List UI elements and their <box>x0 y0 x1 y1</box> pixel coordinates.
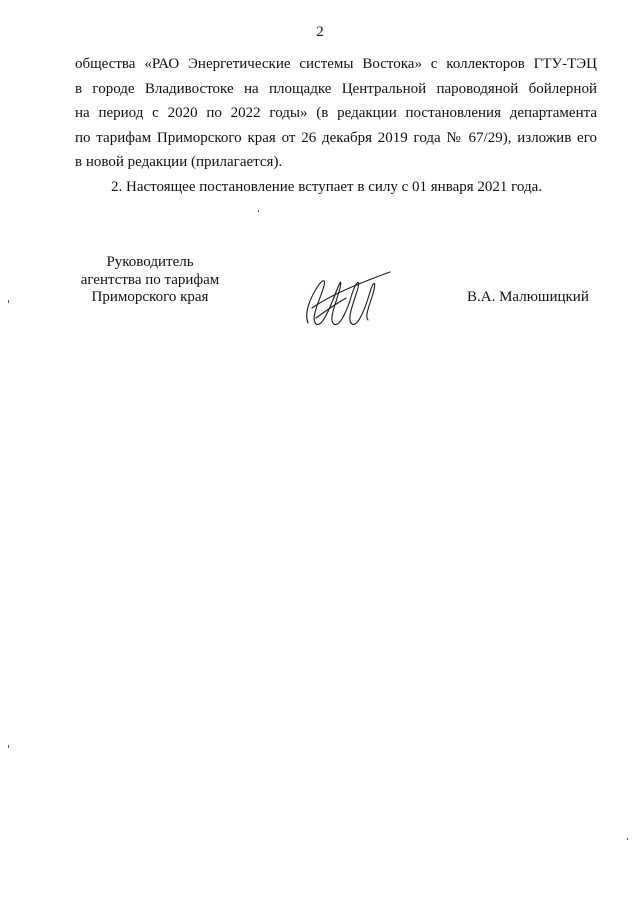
document-body <box>75 52 597 199</box>
text-line: по тарифам Приморского края от 26 декабря 2019 года № 67/29), изложив его <box>75 129 597 146</box>
paragraph-item-2: 2. Настоящее постановление вступает в силу с 01 января 2021 года. <box>111 178 543 195</box>
position-line: агентства по тарифам <box>80 271 220 288</box>
page-number: 2 <box>316 24 324 40</box>
signatory-position <box>60 254 240 307</box>
scan-artifact <box>8 300 9 303</box>
scan-artifact <box>258 210 259 212</box>
scan-artifact <box>8 745 9 748</box>
handwritten-signature <box>296 268 396 330</box>
paragraph-continuation <box>75 52 597 175</box>
text-line: на период с 2020 по 2022 годы» (в редакции постановления департамента <box>75 105 597 121</box>
scan-artifact <box>627 838 628 840</box>
text-line: общества «РАО Энергетические системы Востока» с коллекторов ГТУ-ТЭЦ <box>75 56 597 72</box>
signer-name: В.А. Малюшицкий <box>467 289 589 305</box>
text-line: в новой редакции (прилагается). <box>75 154 283 170</box>
text-line: в городе Владивостоке на площадке Центральной пароводяной бойлерной <box>75 80 597 97</box>
position-line: Руководитель <box>106 254 194 270</box>
position-line: Приморского края <box>91 289 209 305</box>
